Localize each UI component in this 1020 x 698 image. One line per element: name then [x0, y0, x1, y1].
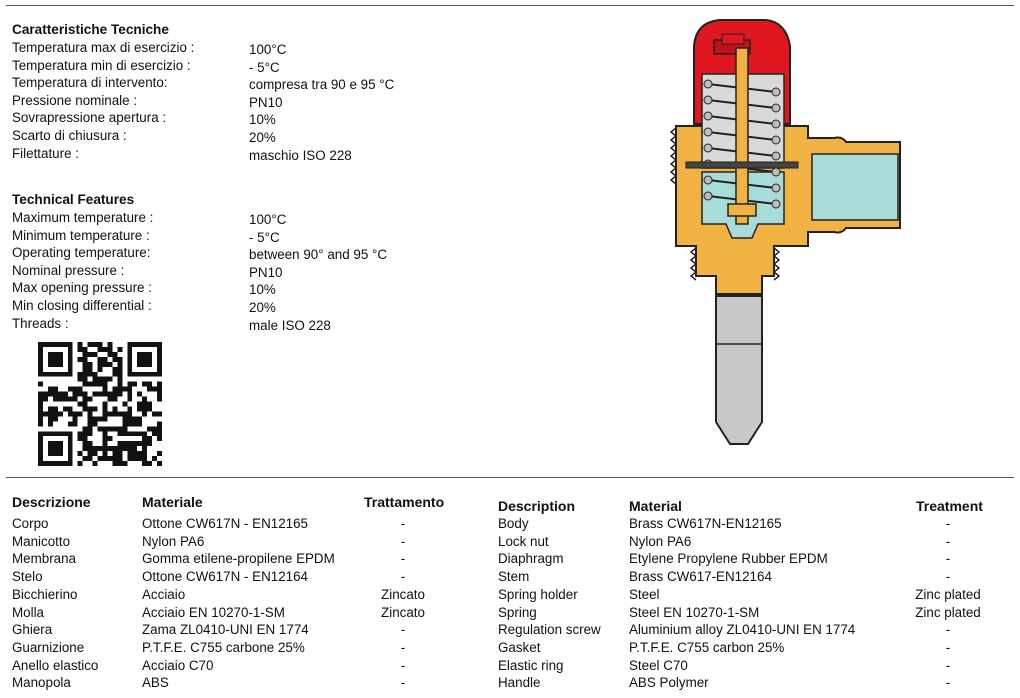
knob-cap-inner — [722, 34, 744, 44]
description-cell: Stelo — [12, 569, 43, 585]
description-cell: Elastic ring — [498, 657, 564, 673]
spec-value: 100°C — [249, 212, 287, 227]
material-cell: Ottone CW617N - EN12164 — [142, 569, 308, 585]
header-treatment: Treatment — [916, 498, 983, 514]
spec-value: PN10 — [249, 264, 283, 280]
description-cell: Molla — [12, 604, 44, 620]
description-cell: Handle — [498, 675, 541, 691]
header-description: Descrizione — [12, 494, 91, 510]
treatment-cell: - — [945, 533, 951, 549]
spec-label: Threads : — [12, 315, 69, 331]
spec-value: PN10 — [249, 94, 283, 110]
qr-finder-top-right — [127, 342, 162, 377]
spec-row — [12, 109, 276, 128]
spec-label: Nominal pressure : — [12, 262, 125, 278]
description-cell: Body — [498, 516, 529, 531]
treatment-cell: - — [945, 675, 951, 691]
spec-row — [12, 262, 283, 280]
english-specs — [12, 192, 388, 333]
material-cell: Acciaio — [142, 586, 186, 602]
description-cell: Lock nut — [498, 533, 549, 549]
treatment-cell: Zinc plated — [915, 604, 981, 620]
spec-label: Pressione nominale : — [12, 92, 138, 108]
description-cell: Guarnizione — [12, 639, 85, 655]
description-cell: Regulation screw — [498, 622, 601, 638]
outlet-water — [812, 154, 898, 220]
spec-label: Min closing differential : — [12, 297, 152, 313]
spec-label: Maximum temperature : — [12, 210, 154, 225]
spec-label: Max opening pressure : — [12, 280, 152, 296]
valve-cross-section — [656, 14, 914, 454]
spec-label: Temperatura min di esercizio : — [12, 57, 191, 73]
material-cell: P.T.F.E. C755 carbon 25% — [629, 639, 785, 655]
material-cell: P.T.F.E. C755 carbone 25% — [142, 639, 305, 655]
spec-row — [12, 74, 395, 93]
treatment-cell: - — [945, 639, 951, 655]
material-cell: Acciaio C70 — [142, 657, 214, 673]
treatment-cell: - — [945, 622, 951, 638]
treatment-cell: - — [400, 657, 406, 673]
qr-finder-top-left — [38, 342, 73, 377]
qr-finder-bottom-left — [38, 431, 73, 466]
description-cell: Corpo — [12, 516, 49, 531]
spec-value: 100°C — [249, 42, 287, 57]
description-cell: Anello elastico — [12, 657, 99, 673]
spec-row — [12, 227, 280, 245]
treatment-cell: - — [400, 551, 406, 567]
spec-label: Minimum temperature : — [12, 227, 150, 243]
spec-value: - 5°C — [249, 229, 280, 245]
spec-row — [12, 297, 276, 315]
description-cell: Bicchierino — [12, 586, 78, 602]
spec-row — [12, 92, 283, 110]
spec-value: 20% — [249, 129, 276, 145]
spec-row — [12, 57, 280, 75]
material-cell: Gomma etilene-propilene EPDM — [142, 551, 335, 567]
probe — [716, 296, 762, 444]
treatment-cell: Zincato — [381, 586, 425, 602]
spec-row — [12, 244, 388, 263]
material-cell: Acciaio EN 10270-1-SM — [142, 604, 285, 620]
description-cell: Ghiera — [12, 622, 53, 638]
material-cell: Aluminium alloy ZL0410-UNI EN 1774 — [629, 622, 856, 638]
material-cell: Brass CW617-EN12164 — [629, 569, 772, 585]
diaphragm — [686, 162, 798, 168]
italian-specs — [12, 22, 395, 163]
spec-value: maschio ISO 228 — [249, 147, 352, 163]
treatment-cell: - — [400, 569, 406, 585]
spec-value: 10% — [249, 282, 276, 298]
spec-row — [12, 279, 276, 298]
header-description: Description — [498, 498, 576, 514]
material-cell: ABS — [142, 675, 169, 691]
treatment-cell: - — [400, 533, 406, 549]
material-cell: Nylon PA6 — [629, 533, 692, 549]
spec-row — [12, 209, 287, 227]
qr-code — [38, 342, 162, 466]
description-cell: Gasket — [498, 639, 541, 655]
treatment-cell: - — [400, 516, 406, 531]
spec-label: Temperatura max di esercizio : — [12, 40, 195, 55]
middle-divider — [6, 477, 1014, 478]
material-cell: Nylon PA6 — [142, 533, 205, 549]
spec-value: - 5°C — [249, 59, 280, 75]
spec-value: male ISO 228 — [249, 317, 331, 333]
spec-label: Temperatura di intervento: — [12, 75, 168, 91]
treatment-cell: - — [945, 551, 951, 567]
header-material: Material — [629, 498, 682, 514]
spec-value: 20% — [249, 299, 276, 315]
spec-label: Filettature : — [12, 145, 79, 161]
spec-value: between 90° and 95 °C — [249, 247, 388, 263]
material-cell: Etylene Propylene Rubber EPDM — [629, 551, 828, 567]
treatment-cell: - — [945, 569, 951, 585]
header-material: Materiale — [142, 494, 203, 510]
material-cell: Brass CW617N-EN12165 — [629, 516, 782, 531]
material-cell: Steel — [629, 586, 660, 602]
spec-value: 10% — [249, 112, 276, 128]
description-cell: Stem — [498, 569, 530, 585]
italian-specs-title: Caratteristiche Tecniche — [12, 22, 169, 37]
description-cell: Diaphragm — [498, 551, 564, 567]
treatment-cell: - — [400, 622, 406, 638]
stem — [736, 48, 748, 224]
spec-label: Operating temperature: — [12, 245, 151, 261]
description-cell: Manicotto — [12, 533, 71, 549]
treatment-cell: - — [945, 516, 951, 531]
treatment-cell: - — [945, 657, 951, 673]
spec-row — [12, 127, 276, 145]
material-cell: ABS Polymer — [629, 675, 709, 691]
stem-head — [728, 204, 756, 216]
spec-row — [12, 39, 287, 57]
treatment-cell: - — [400, 675, 406, 691]
treatment-cell: Zinc plated — [915, 586, 981, 602]
spec-row — [12, 145, 352, 163]
header-treatment: Trattamento — [364, 494, 445, 510]
material-cell: Steel EN 10270-1-SM — [629, 604, 760, 620]
description-cell: Manopola — [12, 675, 71, 691]
material-cell: Steel C70 — [629, 657, 688, 673]
material-cell: Zama ZL0410-UNI EN 1774 — [142, 622, 309, 638]
top-divider — [6, 5, 1014, 6]
description-cell: Membrana — [12, 551, 77, 567]
description-cell: Spring — [498, 604, 537, 620]
spec-label: Scarto di chiusura : — [12, 127, 127, 143]
treatment-cell: - — [400, 639, 406, 655]
treatment-cell: Zincato — [381, 604, 425, 620]
material-cell: Ottone CW617N - EN12165 — [142, 516, 308, 531]
english-specs-title: Technical Features — [12, 192, 135, 207]
description-cell: Spring holder — [498, 586, 578, 602]
spec-label: Sovrapressione apertura : — [12, 110, 167, 126]
spec-row — [12, 315, 331, 333]
spec-value: compresa tra 90 e 95 °C — [249, 77, 395, 93]
